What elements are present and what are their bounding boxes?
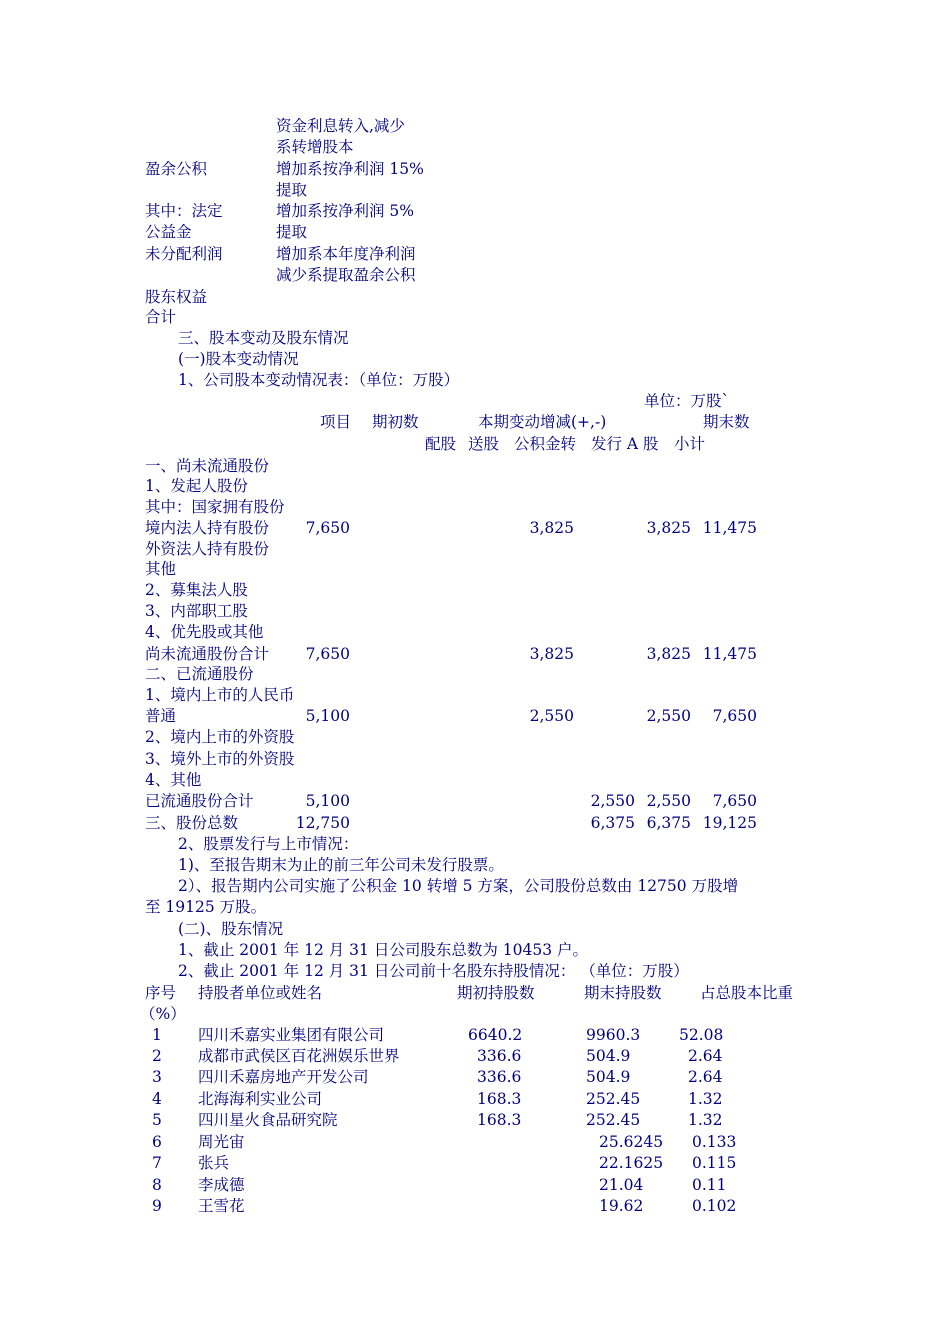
cell-reserve: 2,550 (529, 707, 574, 725)
note-label: 盈余公积 (145, 160, 208, 178)
holder-end: 252.45 (586, 1090, 641, 1108)
col-pct-unit: （%） (140, 1005, 186, 1023)
holder-pct: 0.133 (692, 1133, 737, 1151)
holder-name: 四川禾嘉实业集团有限公司 (198, 1026, 385, 1044)
issuance-paragraph: 至 19125 万股。 (145, 898, 267, 916)
row-label: 外资法人持有股份 (145, 540, 270, 558)
holders-paragraph: 1、截止 2001 年 12 月 31 日公司股东总数为 10453 户。 (178, 941, 588, 959)
cell-begin: 5,100 (305, 707, 350, 725)
holder-begin: 168.3 (477, 1090, 522, 1108)
subsection-heading: (一)股本变动情况 (178, 350, 299, 368)
holder-end: 504.9 (586, 1068, 631, 1086)
holder-no: 2 (152, 1047, 162, 1065)
note-label: 其中：法定 (145, 202, 223, 220)
holder-pct: 0.11 (692, 1176, 727, 1194)
note-label: 未分配利润 (145, 245, 223, 263)
cell-begin: 5,100 (305, 792, 350, 810)
row-label: 其他 (145, 560, 177, 578)
holder-name: 张兵 (198, 1154, 230, 1172)
cell-end: 7,650 (712, 792, 757, 810)
col-change: 本期变动增减(+,-) (478, 413, 607, 431)
holder-end: 25.6245 (599, 1133, 664, 1151)
col-end: 期末数 (703, 413, 750, 431)
holder-no: 9 (152, 1197, 162, 1215)
col-no: 序号 (145, 984, 177, 1002)
row-label: 三、股份总数 (145, 814, 239, 832)
cell-begin: 7,650 (305, 645, 350, 663)
row-label: 2、募集法人股 (145, 581, 248, 599)
col-bonus: 送股 (468, 435, 500, 453)
holder-no: 8 (152, 1176, 162, 1194)
note-desc: 资金利息转入,减少 (276, 117, 405, 135)
holder-pct: 1.32 (688, 1090, 723, 1108)
col-issue: 发行 A 股 (591, 435, 659, 453)
cell-subtotal: 2,550 (646, 792, 691, 810)
col-begin: 期初数 (372, 413, 419, 431)
cell-subtotal: 6,375 (646, 814, 691, 832)
col-pct: 占总股本比重 (700, 984, 794, 1002)
holder-name: 北海海利实业公司 (198, 1090, 323, 1108)
cell-subtotal: 3,825 (646, 645, 691, 663)
cell-reserve: 3,825 (529, 519, 574, 537)
row-label: 2、境内上市的外资股 (145, 728, 295, 746)
holder-name: 四川禾嘉房地产开发公司 (198, 1068, 369, 1086)
holder-name: 李成德 (198, 1176, 245, 1194)
holders-paragraph: 2、截止 2001 年 12 月 31 日公司前十名股东持股情况： （单位：万股） (178, 962, 689, 980)
col-end: 期末持股数 (584, 984, 662, 1002)
holder-no: 5 (152, 1111, 162, 1129)
col-rights: 配股 (425, 435, 457, 453)
row-label: 普通 (145, 707, 177, 725)
holder-begin: 6640.2 (468, 1026, 523, 1044)
col-subtotal: 小计 (674, 435, 706, 453)
holders-heading: (二)、股东情况 (178, 920, 284, 938)
note-desc: 减少系提取盈余公积 (276, 266, 416, 284)
row-label: 3、境外上市的外资股 (145, 750, 295, 768)
col-name: 持股者单位或姓名 (198, 984, 323, 1002)
cell-issue: 2,550 (590, 792, 635, 810)
holder-end: 252.45 (586, 1111, 641, 1129)
row-label: 4、优先股或其他 (145, 623, 264, 641)
holder-pct: 2.64 (688, 1047, 723, 1065)
holder-no: 4 (152, 1090, 162, 1108)
holder-begin: 168.3 (477, 1111, 522, 1129)
row-label: 其中：国家拥有股份 (145, 498, 285, 516)
holder-begin: 336.6 (477, 1068, 522, 1086)
holder-no: 6 (152, 1133, 162, 1151)
holder-pct: 0.115 (692, 1154, 737, 1172)
unit-label: 单位：万股` (644, 392, 730, 410)
cell-subtotal: 3,825 (646, 519, 691, 537)
holder-no: 1 (152, 1026, 162, 1044)
cell-begin: 12,750 (295, 814, 350, 832)
row-label: 一、尚未流通股份 (145, 457, 270, 475)
row-label: 1、发起人股份 (145, 477, 248, 495)
holder-name: 王雪花 (198, 1197, 245, 1215)
cell-issue: 6,375 (590, 814, 635, 832)
section-heading: 三、股本变动及股东情况 (178, 329, 349, 347)
holder-end: 9960.3 (586, 1026, 641, 1044)
cell-end: 7,650 (712, 707, 757, 725)
note-desc: 提取 (276, 181, 308, 199)
cell-end: 11,475 (702, 645, 757, 663)
row-label: 境内法人持有股份 (145, 519, 270, 537)
holder-end: 21.04 (599, 1176, 644, 1194)
holder-name: 成都市武侯区百花洲娱乐世界 (198, 1047, 400, 1065)
cell-reserve: 3,825 (529, 645, 574, 663)
col-item: 项目 (320, 413, 352, 431)
note-desc: 系转增股本 (276, 138, 354, 156)
issuance-heading: 2、股票发行与上市情况： (178, 835, 359, 853)
holder-begin: 336.6 (477, 1047, 522, 1065)
row-label: 已流通股份合计 (145, 792, 254, 810)
note-label: 公益金 (145, 223, 192, 241)
holder-no: 3 (152, 1068, 162, 1086)
holder-no: 7 (152, 1154, 162, 1172)
holder-pct: 1.32 (688, 1111, 723, 1129)
issuance-paragraph: 1)、至报告期末为止的前三年公司未发行股票。 (178, 856, 504, 874)
holder-pct: 52.08 (679, 1026, 724, 1044)
note-desc: 增加系按净利润 5% (276, 202, 415, 220)
note-label: 股东权益 (145, 288, 208, 306)
cell-end: 19,125 (702, 814, 757, 832)
holder-end: 19.62 (599, 1197, 644, 1215)
table-title: 1、公司股本变动情况表：（单位：万股） (178, 371, 460, 389)
holder-pct: 2.64 (688, 1068, 723, 1086)
note-desc: 增加系按净利润 15% (276, 160, 424, 178)
holder-name: 周光宙 (198, 1133, 245, 1151)
row-label: 4、其他 (145, 771, 202, 789)
holder-name: 四川星火食品研究院 (198, 1111, 338, 1129)
row-label: 1、境内上市的人民币 (145, 686, 295, 704)
issuance-paragraph: 2）、报告期内公司实施了公积金 10 转增 5 方案，公司股份总数由 12750 万股增 (178, 877, 739, 895)
note-label: 合计 (145, 308, 177, 326)
cell-subtotal: 2,550 (646, 707, 691, 725)
row-label: 3、内部职工股 (145, 602, 248, 620)
row-label: 尚未流通股份合计 (145, 645, 270, 663)
note-desc: 提取 (276, 223, 308, 241)
col-reserve: 公积金转 (514, 435, 577, 453)
holder-pct: 0.102 (692, 1197, 737, 1215)
holder-end: 22.1625 (599, 1154, 664, 1172)
note-desc: 增加系本年度净利润 (276, 245, 416, 263)
cell-end: 11,475 (702, 519, 757, 537)
row-label: 二、已流通股份 (145, 665, 254, 683)
col-begin: 期初持股数 (457, 984, 535, 1002)
cell-begin: 7,650 (305, 519, 350, 537)
holder-end: 504.9 (586, 1047, 631, 1065)
